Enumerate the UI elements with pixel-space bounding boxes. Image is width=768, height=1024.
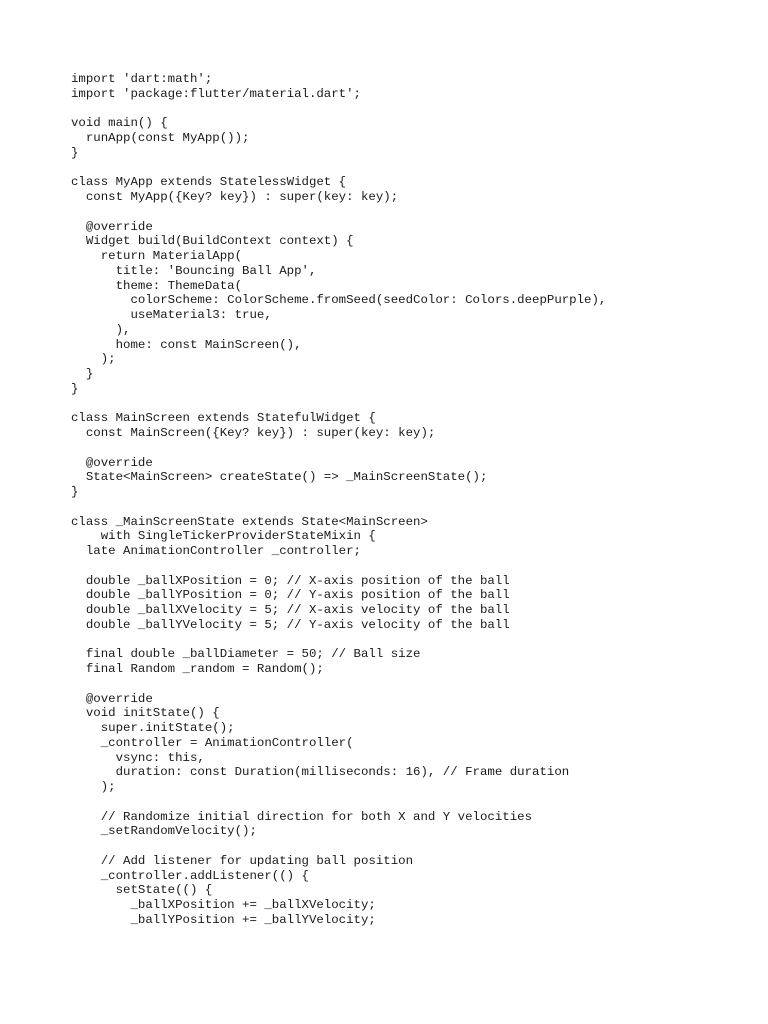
code-line	[71, 559, 606, 574]
code-line: double _ballYVelocity = 5; // Y-axis velocity of the ball	[71, 617, 510, 632]
code-line: vsync: this,	[71, 750, 205, 765]
code-line: _controller.addListener(() {	[71, 868, 309, 883]
code-line: @override	[71, 455, 153, 470]
code-line	[71, 205, 606, 220]
code-line: double _ballYPosition = 0; // Y-axis position of the ball	[71, 588, 510, 603]
code-line: final double _ballDiameter = 50; // Ball size	[71, 647, 421, 662]
code-line: late AnimationController _controller;	[71, 544, 361, 558]
code-line: theme: ThemeData(	[71, 278, 243, 293]
code-line	[71, 397, 606, 412]
code-line: super.initState();	[71, 721, 235, 735]
code-line: ),	[71, 322, 131, 337]
code-line: return MaterialApp(	[71, 249, 243, 263]
code-line: const MainScreen({Key? key}) : super(key: key);	[71, 426, 436, 440]
code-line: final Random _random = Random();	[71, 662, 324, 676]
code-line	[71, 161, 606, 176]
code-line: );	[71, 352, 116, 367]
code-line: runApp(const MyApp());	[71, 131, 250, 145]
code-line	[71, 633, 606, 648]
code-line	[71, 795, 606, 810]
code-line: import 'package:flutter/material.dart';	[71, 86, 361, 101]
code-line: @override	[71, 219, 153, 234]
code-line: );	[71, 780, 116, 794]
code-line: double _ballXPosition = 0; // X-axis position of the ball	[71, 573, 510, 588]
code-line: @override	[71, 691, 153, 706]
code-line: // Add listener for updating ball position	[71, 853, 414, 868]
code-line	[71, 441, 606, 456]
code-line: State<MainScreen> createState() => _MainScreenState();	[71, 470, 488, 485]
code-line: const MyApp({Key? key}) : super(key: key);	[71, 190, 399, 204]
code-line: _ballXPosition += _ballXVelocity;	[71, 898, 376, 912]
code-line: home: const MainScreen(),	[71, 337, 302, 352]
code-line: import 'dart:math';	[71, 72, 213, 86]
code-line: _ballYPosition += _ballYVelocity;	[71, 912, 376, 927]
code-line: _setRandomVelocity();	[71, 824, 257, 839]
code-line: setState(() {	[71, 883, 213, 898]
code-line: }	[71, 381, 79, 396]
code-line: _controller = AnimationController(	[71, 735, 354, 750]
code-line: useMaterial3: true,	[71, 308, 272, 322]
code-line: void main() {	[71, 116, 168, 131]
code-line: }	[71, 367, 94, 381]
code-line: class _MainScreenState extends State<MainScreen>	[71, 514, 428, 529]
code-line: colorScheme: ColorScheme.fromSeed(seedColor: Colors.deepPurple),	[71, 293, 607, 308]
code-line	[71, 839, 606, 854]
code-line: }	[71, 485, 79, 499]
code-line	[71, 500, 606, 515]
code-line	[71, 677, 606, 692]
code-line: class MainScreen extends StatefulWidget {	[71, 411, 376, 426]
code-block	[71, 72, 606, 928]
code-line	[71, 102, 606, 117]
code-line: double _ballXVelocity = 5; // X-axis velocity of the ball	[71, 603, 510, 617]
code-line: }	[71, 145, 79, 160]
code-line: Widget build(BuildContext context) {	[71, 234, 354, 249]
code-line: // Randomize initial direction for both X and Y velocities	[71, 809, 533, 824]
code-line: duration: const Duration(milliseconds: 16), // Frame duration	[71, 765, 570, 780]
code-line: class MyApp extends StatelessWidget {	[71, 175, 347, 190]
code-line: with SingleTickerProviderStateMixin {	[71, 529, 376, 544]
code-line: title: 'Bouncing Ball App',	[71, 263, 317, 278]
code-line: void initState() {	[71, 706, 220, 721]
